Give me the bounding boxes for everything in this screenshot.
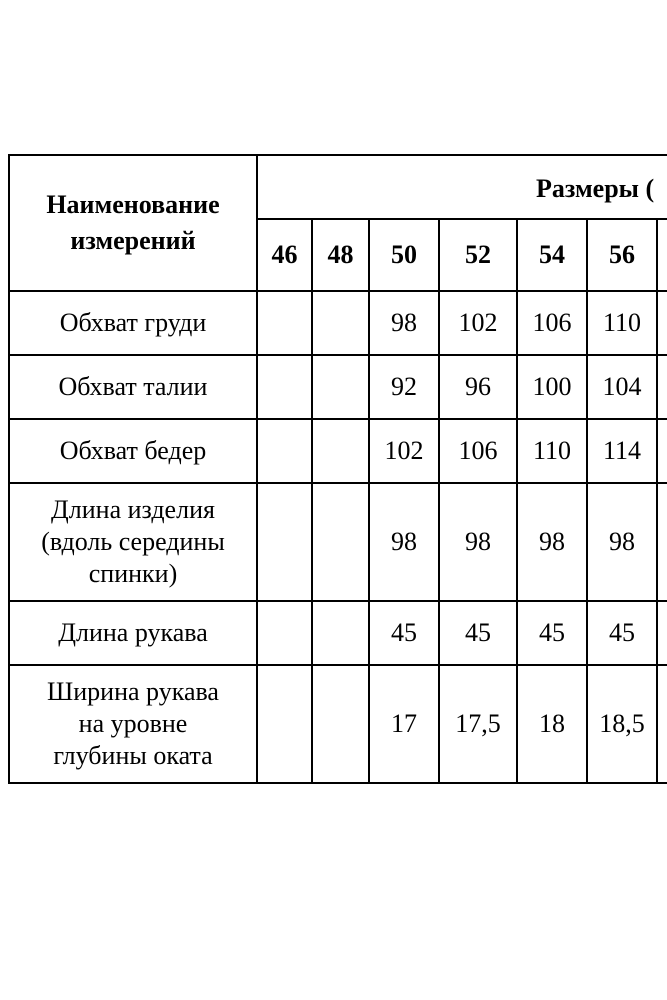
row-label: Длина рукава [9, 601, 257, 665]
table-row [9, 355, 667, 419]
size-cell-cut [657, 219, 667, 291]
table-cell: 98 [369, 291, 439, 355]
header-measurement-name [9, 155, 257, 291]
table-cell [257, 291, 312, 355]
table-row [9, 665, 667, 783]
size-table-container [8, 154, 667, 786]
table-cell [657, 419, 667, 483]
table-cell: 98 [587, 483, 657, 601]
table-cell [657, 291, 667, 355]
row-label: Обхват бедер [9, 419, 257, 483]
table-row [9, 601, 667, 665]
table-cell: 106 [439, 419, 517, 483]
table-cell [312, 601, 369, 665]
table-cell: 45 [587, 601, 657, 665]
table-cell: 96 [439, 355, 517, 419]
row-label: Обхват талии [9, 355, 257, 419]
row-label: Обхват груди [9, 291, 257, 355]
size-table [8, 154, 667, 784]
row-label: Длина изделия (вдоль середины спинки) [9, 483, 257, 601]
table-cell [257, 665, 312, 783]
table-cell: 17 [369, 665, 439, 783]
size-54: 54 [517, 219, 587, 291]
table-cell: 102 [369, 419, 439, 483]
table-cell: 98 [439, 483, 517, 601]
table-cell [257, 419, 312, 483]
table-cell: 18 [517, 665, 587, 783]
table-row [9, 483, 667, 601]
size-56: 56 [587, 219, 657, 291]
size-48: 48 [312, 219, 369, 291]
header-sizes-label: Размеры ( [257, 155, 667, 219]
table-cell: 17,5 [439, 665, 517, 783]
table-cell [312, 419, 369, 483]
table-cell [312, 355, 369, 419]
table-cell: 98 [517, 483, 587, 601]
table-row [9, 291, 667, 355]
table-cell: 92 [369, 355, 439, 419]
table-cell: 45 [369, 601, 439, 665]
table-cell: 110 [517, 419, 587, 483]
table-cell: 104 [587, 355, 657, 419]
size-50: 50 [369, 219, 439, 291]
table-cell [312, 483, 369, 601]
table-cell: 114 [587, 419, 657, 483]
table-cell: 45 [439, 601, 517, 665]
table-cell [657, 483, 667, 601]
table-cell [257, 601, 312, 665]
table-cell [257, 483, 312, 601]
size-46: 46 [257, 219, 312, 291]
table-cell: 45 [517, 601, 587, 665]
table-cell: 106 [517, 291, 587, 355]
table-cell: 110 [587, 291, 657, 355]
table-cell [312, 291, 369, 355]
table-cell [657, 355, 667, 419]
table-cell [657, 665, 667, 783]
header-name-line2: измерений [70, 226, 196, 255]
table-cell: 98 [369, 483, 439, 601]
table-row [9, 419, 667, 483]
size-52: 52 [439, 219, 517, 291]
table-cell [312, 665, 369, 783]
table-cell [257, 355, 312, 419]
header-name-line1: Наименование [46, 190, 220, 219]
table-cell [657, 601, 667, 665]
table-cell: 102 [439, 291, 517, 355]
table-cell: 18,5 [587, 665, 657, 783]
row-label: Ширина рукава на уровне глубины оката [9, 665, 257, 783]
table-cell: 100 [517, 355, 587, 419]
